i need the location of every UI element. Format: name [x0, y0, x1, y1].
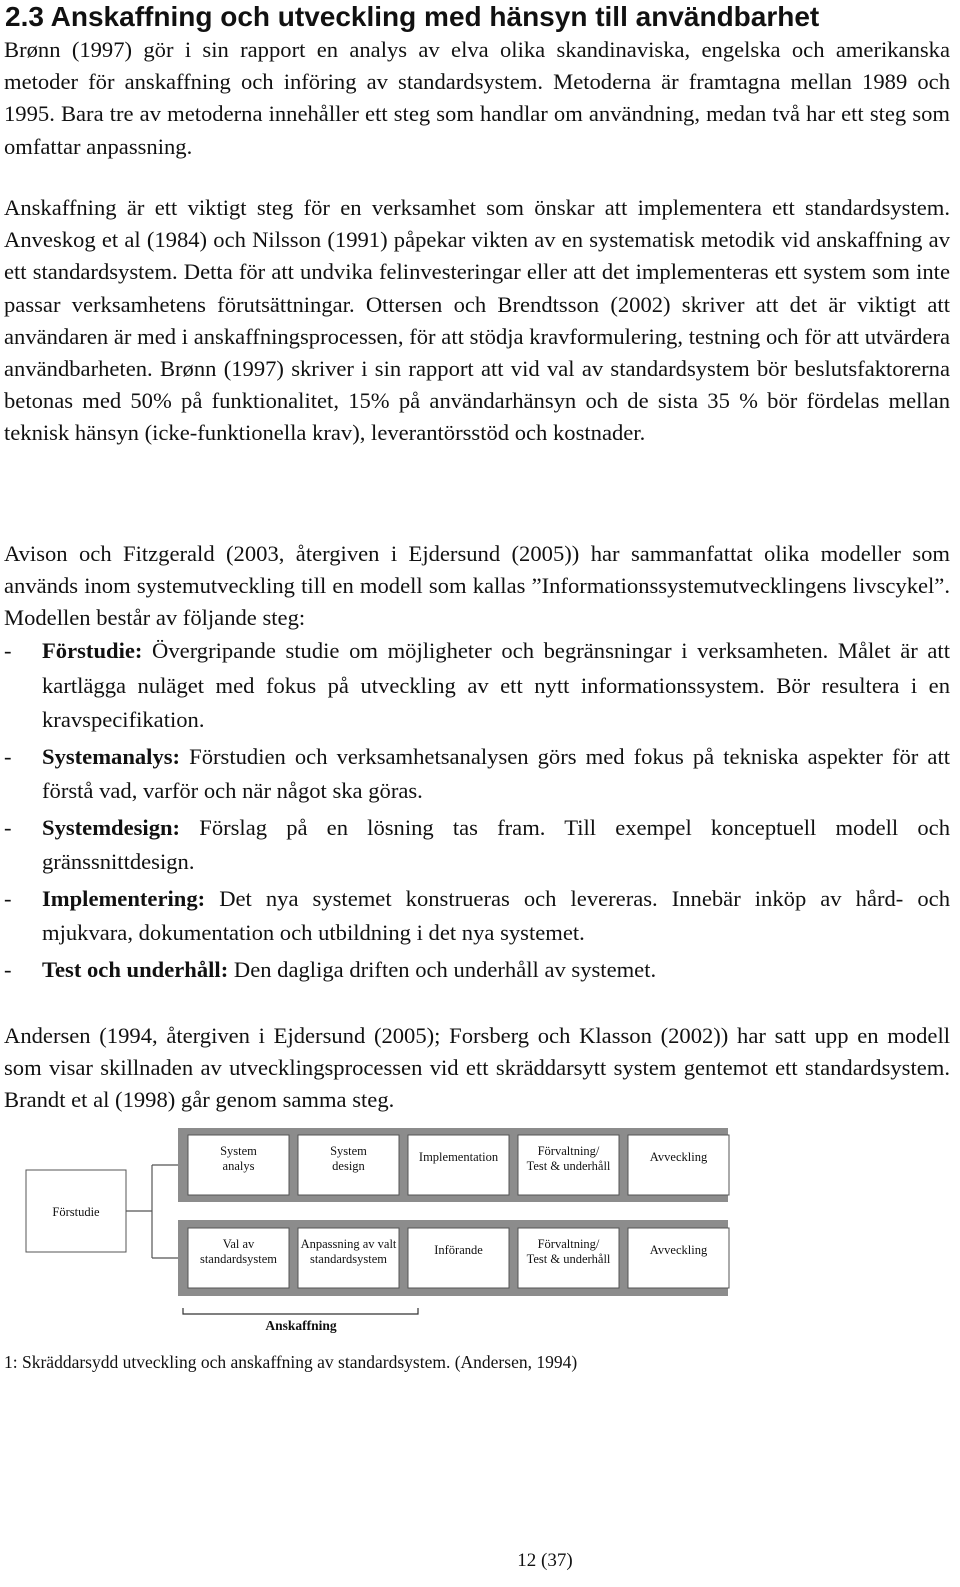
step-box-label: Test & underhåll [526, 1252, 611, 1266]
list-dash: - [4, 638, 12, 663]
list-item [4, 634, 950, 738]
step-box-label: System [220, 1144, 257, 1158]
step-box-label: standardsystem [199, 1252, 278, 1266]
anskaffning-bracket [183, 1308, 418, 1314]
step-text: Den dagliga driften och underhåll av systemet. [233, 956, 657, 982]
list-dash: - [4, 885, 12, 911]
step-term: Systemanalys: [42, 743, 181, 769]
step-box-label: Avveckling [649, 1243, 708, 1257]
step-box [408, 1135, 509, 1195]
step-term: Förstudie: [42, 638, 143, 663]
list-dash: - [4, 743, 12, 769]
paragraph-4: Andersen (1994, återgiven i Ejdersund (2005); Forsberg och Klasson (2002)) har satt upp en modell som visar skillnaden av utvecklingsprocessen vid ett skräddarsytt system gentemot ett standardsystem. Brandt et al (1998) går genom samma steg. [4, 1023, 950, 1113]
step-box [628, 1135, 729, 1195]
step-text: Förstudien och verksamhetsanalysen görs med fokus på tekniska aspekter för att förstå vad, varför och när något ska göras. [42, 743, 950, 803]
step-box [628, 1228, 729, 1288]
figure-caption: 1: Skräddarsydd utveckling och anskaffning av standardsystem. (Andersen, 1994) [4, 1352, 578, 1372]
lifecycle-step-list [4, 634, 950, 987]
custom-development-steps [188, 1135, 729, 1195]
step-box-label: design [332, 1159, 365, 1173]
step-box-label: System [330, 1144, 367, 1158]
step-box-label: Val av [222, 1237, 255, 1251]
step-box-label: Avveckling [649, 1150, 708, 1164]
bracket-label: Anskaffning [265, 1318, 337, 1333]
start-box-label: Förstudie [52, 1205, 100, 1219]
list-item [4, 740, 950, 809]
list-item [4, 811, 950, 880]
step-term: Implementering: [42, 885, 206, 911]
step-box-label: Implementation [418, 1150, 499, 1164]
step-box-label: Förvaltning/ [537, 1237, 600, 1251]
step-term: Systemdesign: [42, 814, 181, 840]
step-box-label: analys [222, 1159, 255, 1173]
list-item [4, 882, 950, 951]
step-text: Det nya systemet konstrueras och levereras. Innebär inköp av hård- och mjukvara, dokumentation och utbildning i det nya systemet. [42, 885, 950, 945]
list-dash: - [4, 956, 12, 982]
page-number: 12 (37) [517, 1550, 573, 1571]
paragraph-2: Anskaffning är ett viktigt steg för en verksamhet som önskar att implementera ett standardsystem. Anveskog et al (1984) och Nilsson (1991) påpekar vikten av en systematisk metodik vid anskaffning av ett standardsystem. Detta för att undvika felinvesteringar eller att det implementeras ett system som inte passar verksamhetens förutsättningar. Ottersen och Brendtsson (2002) skriver att det är viktigt att användaren är med i anskaffningsprocessen, för att stödja kravformulering, testning och för att utvärdera användbarheten. Brønn (1997) skriver i sin rapport att vid val av standardsystem bör beslutsfaktorerna betonas med 50% på funktionalitet, 15% på användarhänsyn och de sista 35 % bör fördelas mellan teknisk hänsyn (icke-funktionella krav), leverantörsstöd och kostnader. [4, 195, 950, 446]
step-box-label: Förvaltning/ [537, 1144, 600, 1158]
standard-system-steps [188, 1228, 729, 1288]
list-dash: - [4, 814, 12, 840]
paragraph-1: Brønn (1997) gör i sin rapport en analys av elva olika skandinaviska, engelska och amerikanska metoder för anskaffning och införing av standardsystem. Metoderna är framtagna mellan 1989 och 1995. Bara tre av metoderna innehåller ett steg som handlar om användning, medan två har ett steg som omfattar anpassning. [4, 37, 950, 159]
step-text: Förslag på en lösning tas fram. Till exempel konceptuell modell och gränssnittdesign. [42, 814, 950, 874]
step-text: Övergripande studie om möjligheter och begränsningar i verksamheten. Målet är att kartlägga nuläget med fokus på utveckling av ett nytt informationssystem. Bör resultera i en kravspecifikation. [42, 638, 950, 732]
development-model-figure [0, 1120, 960, 1340]
section-heading: 2.3 Anskaffning och utveckling med hänsyn till användbarhet [5, 1, 820, 32]
step-box [408, 1228, 509, 1288]
step-box-label: Införande [434, 1243, 483, 1257]
step-box-label: Anpassning av valt [300, 1237, 397, 1251]
list-item [4, 953, 950, 988]
step-box-label: standardsystem [309, 1252, 388, 1266]
paragraph-3: Avison och Fitzgerald (2003, återgiven i Ejdersund (2005)) har sammanfattat olika modeller som används inom systemutveckling till en modell som kallas ”Informationssystemutvecklingens livscykel”. Modellen består av följande steg: [4, 541, 950, 631]
step-term: Test och underhåll: [42, 956, 229, 982]
step-box-label: Test & underhåll [526, 1159, 611, 1173]
